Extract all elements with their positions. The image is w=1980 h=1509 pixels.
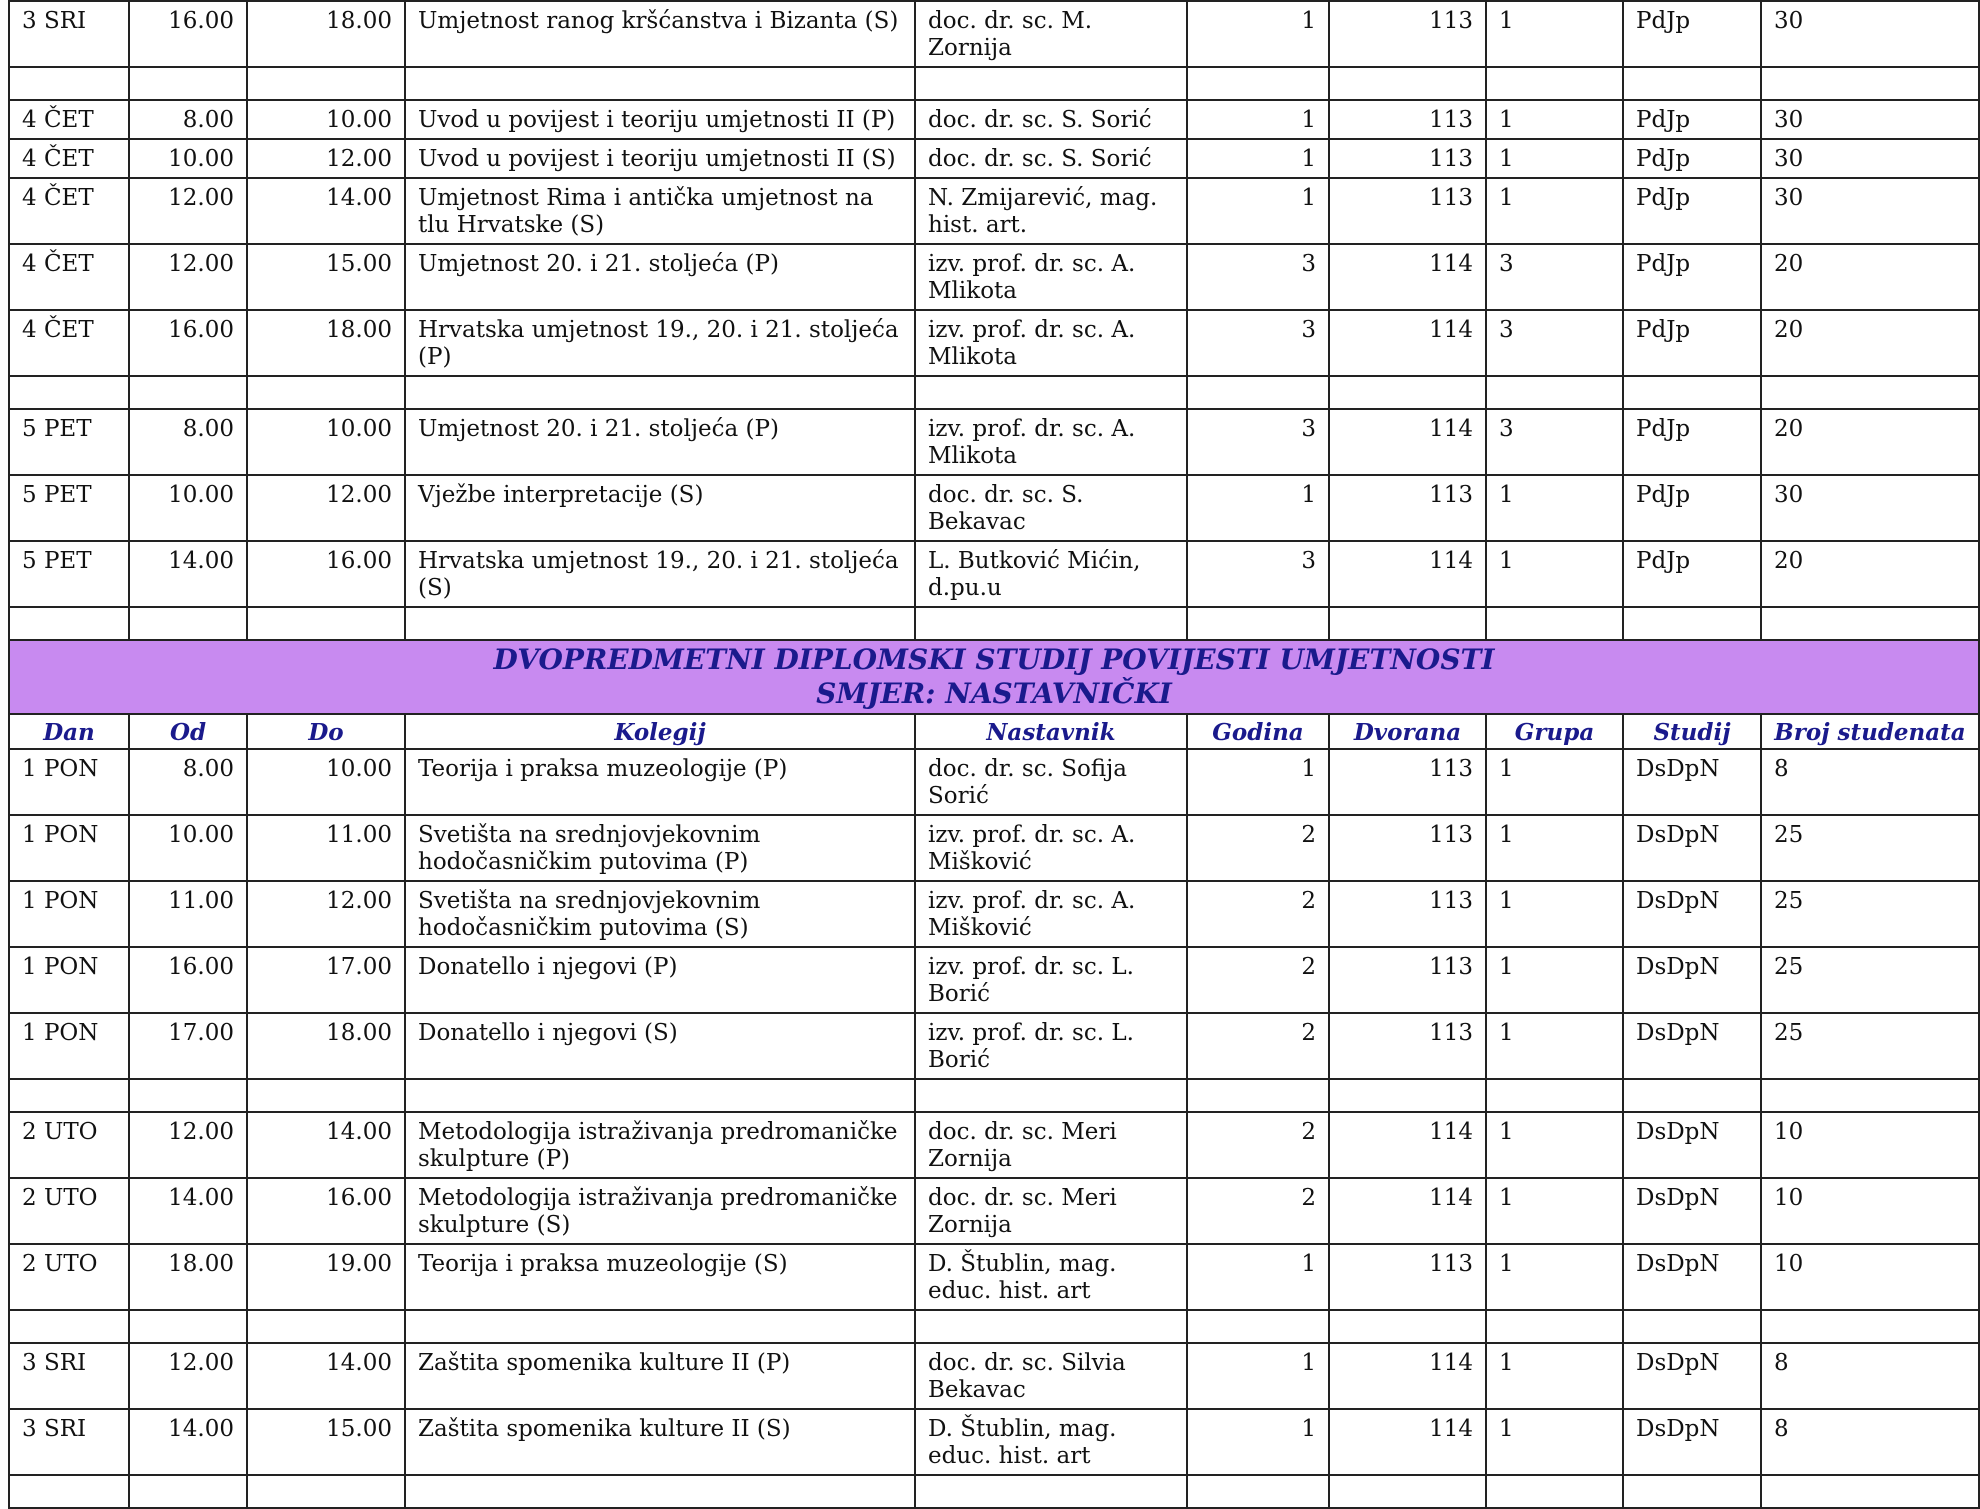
cell-kolegij: Teorija i praksa muzeologije (S) [405,1244,915,1310]
empty-cell [9,607,129,640]
empty-cell [1486,67,1623,100]
cell-dvorana: 114 [1329,244,1486,310]
cell-godina: 1 [1187,178,1329,244]
cell-nastavnik: doc. dr. sc. S. Sorić [915,139,1187,178]
cell-broj: 30 [1761,139,1979,178]
cell-nastavnik: doc. dr. sc. Meri Zornija [915,1178,1187,1244]
cell-dvorana: 113 [1329,947,1486,1013]
cell-broj: 25 [1761,815,1979,881]
cell-broj: 20 [1761,541,1979,607]
cell-do: 16.00 [247,1178,405,1244]
cell-studij: PdJp [1623,100,1761,139]
empty-cell [915,376,1187,409]
cell-dan: 2 UTO [9,1112,129,1178]
cell-nastavnik: izv. prof. dr. sc. A. Mišković [915,815,1187,881]
cell-do: 18.00 [247,1013,405,1079]
empty-cell [247,1310,405,1343]
empty-cell [1761,1079,1979,1112]
cell-do: 14.00 [247,1112,405,1178]
empty-cell [1329,376,1486,409]
empty-cell [1329,1310,1486,1343]
cell-grupa: 1 [1486,1409,1623,1475]
cell-broj: 10 [1761,1178,1979,1244]
empty-cell [129,1475,247,1508]
cell-dvorana: 113 [1329,139,1486,178]
cell-dvorana: 114 [1329,1178,1486,1244]
cell-dan: 3 SRI [9,1343,129,1409]
cell-studij: DsDpN [1623,1178,1761,1244]
empty-cell [1187,1475,1329,1508]
cell-studij: PdJp [1623,409,1761,475]
cell-godina: 1 [1187,1,1329,67]
cell-dan: 1 PON [9,1013,129,1079]
cell-grupa: 1 [1486,1343,1623,1409]
empty-cell [1329,607,1486,640]
cell-kolegij: Metodologija istraživanja predromaničke skulpture (S) [405,1178,915,1244]
cell-nastavnik: L. Butković Mićin, d.pu.u [915,541,1187,607]
cell-dan: 1 PON [9,815,129,881]
cell-godina: 2 [1187,1013,1329,1079]
empty-cell [129,376,247,409]
header-nastavnik: Nastavnik [915,714,1187,749]
cell-nastavnik: doc. dr. sc. M. Zornija [915,1,1187,67]
cell-dan: 1 PON [9,947,129,1013]
cell-nastavnik: izv. prof. dr. sc. A. Mlikota [915,244,1187,310]
cell-do: 15.00 [247,1409,405,1475]
cell-broj: 20 [1761,310,1979,376]
empty-cell [405,1079,915,1112]
cell-studij: PdJp [1623,178,1761,244]
cell-studij: PdJp [1623,541,1761,607]
spacer-row [9,1475,1979,1508]
cell-od: 14.00 [129,541,247,607]
cell-od: 16.00 [129,947,247,1013]
cell-godina: 2 [1187,881,1329,947]
cell-do: 10.00 [247,409,405,475]
cell-dan: 4 ČET [9,244,129,310]
cell-dan: 2 UTO [9,1244,129,1310]
cell-godina: 2 [1187,1178,1329,1244]
empty-cell [1187,67,1329,100]
table-row [9,541,1979,607]
cell-studij: PdJp [1623,244,1761,310]
cell-godina: 2 [1187,947,1329,1013]
table-row [9,100,1979,139]
cell-nastavnik: doc. dr. sc. S. Bekavac [915,475,1187,541]
table-row [9,1409,1979,1475]
cell-nastavnik: D. Štublin, mag. educ. hist. art [915,1244,1187,1310]
cell-do: 17.00 [247,947,405,1013]
spacer-row [9,607,1979,640]
spacer-row [9,67,1979,100]
header-dvorana: Dvorana [1329,714,1486,749]
cell-grupa: 1 [1486,100,1623,139]
cell-grupa: 1 [1486,947,1623,1013]
cell-od: 12.00 [129,178,247,244]
empty-cell [1187,1079,1329,1112]
empty-cell [1187,607,1329,640]
cell-studij: PdJp [1623,475,1761,541]
cell-dvorana: 113 [1329,1,1486,67]
cell-broj: 25 [1761,947,1979,1013]
cell-od: 17.00 [129,1013,247,1079]
cell-od: 16.00 [129,1,247,67]
schedule-document [8,0,1978,1509]
header-dan: Dan [9,714,129,749]
cell-kolegij: Vježbe interpretacije (S) [405,475,915,541]
cell-dan: 2 UTO [9,1178,129,1244]
cell-grupa: 1 [1486,815,1623,881]
cell-nastavnik: doc. dr. sc. Sofija Sorić [915,749,1187,815]
cell-od: 12.00 [129,1343,247,1409]
table-row [9,815,1979,881]
cell-godina: 2 [1187,815,1329,881]
cell-od: 14.00 [129,1409,247,1475]
header-broj-studenata: Broj studenata [1761,714,1979,749]
cell-do: 10.00 [247,749,405,815]
cell-nastavnik: doc. dr. sc. Meri Zornija [915,1112,1187,1178]
cell-kolegij: Umjetnost Rima i antička umjetnost na tlu Hrvatske (S) [405,178,915,244]
empty-cell [405,607,915,640]
empty-cell [9,1475,129,1508]
cell-dvorana: 114 [1329,310,1486,376]
table-row [9,1,1979,67]
header-kolegij: Kolegij [405,714,915,749]
cell-dvorana: 113 [1329,815,1486,881]
empty-cell [1486,607,1623,640]
cell-dan: 5 PET [9,409,129,475]
cell-kolegij: Zaštita spomenika kulture II (S) [405,1409,915,1475]
cell-nastavnik: izv. prof. dr. sc. A. Mlikota [915,310,1187,376]
cell-dan: 4 ČET [9,310,129,376]
header-od: Od [129,714,247,749]
cell-broj: 10 [1761,1244,1979,1310]
empty-cell [1761,1310,1979,1343]
cell-godina: 1 [1187,475,1329,541]
cell-godina: 1 [1187,749,1329,815]
cell-godina: 3 [1187,409,1329,475]
section-banner [9,640,1979,749]
empty-cell [1486,1310,1623,1343]
cell-od: 10.00 [129,475,247,541]
empty-cell [1623,1475,1761,1508]
table-row [9,475,1979,541]
cell-dan: 5 PET [9,475,129,541]
empty-cell [129,1310,247,1343]
cell-do: 11.00 [247,815,405,881]
section-title-line1: DVOPREDMETNI DIPLOMSKI STUDIJ POVIJESTI UMJETNOSTI [493,643,1495,676]
cell-grupa: 1 [1486,1112,1623,1178]
cell-broj: 25 [1761,1013,1979,1079]
cell-studij: PdJp [1623,310,1761,376]
cell-dan: 1 PON [9,749,129,815]
empty-cell [1761,607,1979,640]
empty-cell [1329,1079,1486,1112]
cell-nastavnik: D. Štublin, mag. educ. hist. art [915,1409,1187,1475]
table-row [9,1343,1979,1409]
cell-od: 8.00 [129,749,247,815]
cell-dan: 3 SRI [9,1409,129,1475]
cell-kolegij: Svetišta na srednjovjekovnim hodočasničkim putovima (P) [405,815,915,881]
schedule-table [8,0,1980,1509]
cell-dvorana: 113 [1329,749,1486,815]
cell-nastavnik: izv. prof. dr. sc. L. Borić [915,1013,1187,1079]
cell-dan: 5 PET [9,541,129,607]
header-grupa: Grupa [1486,714,1623,749]
cell-kolegij: Hrvatska umjetnost 19., 20. i 21. stoljeća (S) [405,541,915,607]
empty-cell [1623,607,1761,640]
empty-cell [9,1079,129,1112]
cell-grupa: 3 [1486,409,1623,475]
table-row [9,1013,1979,1079]
cell-godina: 3 [1187,541,1329,607]
cell-od: 14.00 [129,1178,247,1244]
empty-cell [247,607,405,640]
empty-cell [915,607,1187,640]
empty-cell [1486,1475,1623,1508]
empty-cell [1761,1475,1979,1508]
cell-studij: DsDpN [1623,749,1761,815]
cell-studij: DsDpN [1623,1409,1761,1475]
cell-studij: DsDpN [1623,1112,1761,1178]
cell-broj: 20 [1761,409,1979,475]
cell-kolegij: Uvod u povijest i teoriju umjetnosti II (S) [405,139,915,178]
cell-dan: 4 ČET [9,139,129,178]
empty-cell [915,1079,1187,1112]
empty-cell [915,67,1187,100]
cell-studij: DsDpN [1623,1244,1761,1310]
cell-grupa: 1 [1486,1178,1623,1244]
empty-cell [1486,376,1623,409]
empty-cell [9,376,129,409]
cell-nastavnik: N. Zmijarević, mag. hist. art. [915,178,1187,244]
cell-broj: 30 [1761,475,1979,541]
cell-grupa: 1 [1486,178,1623,244]
empty-cell [405,376,915,409]
empty-cell [129,67,247,100]
cell-dan: 4 ČET [9,178,129,244]
cell-studij: DsDpN [1623,1013,1761,1079]
cell-kolegij: Metodologija istraživanja predromaničke skulpture (P) [405,1112,915,1178]
table-row [9,1178,1979,1244]
section-title [9,640,1979,714]
cell-od: 10.00 [129,815,247,881]
cell-studij: DsDpN [1623,1343,1761,1409]
table-row [9,409,1979,475]
table-row [9,310,1979,376]
cell-dvorana: 113 [1329,100,1486,139]
cell-nastavnik: izv. prof. dr. sc. A. Mlikota [915,409,1187,475]
empty-cell [1623,1310,1761,1343]
cell-dvorana: 114 [1329,1409,1486,1475]
cell-do: 12.00 [247,881,405,947]
cell-dan: 1 PON [9,881,129,947]
empty-cell [247,1079,405,1112]
cell-godina: 1 [1187,100,1329,139]
cell-kolegij: Umjetnost 20. i 21. stoljeća (P) [405,244,915,310]
empty-cell [405,67,915,100]
cell-do: 16.00 [247,541,405,607]
cell-dvorana: 114 [1329,1112,1486,1178]
empty-cell [1187,376,1329,409]
bottom-section-body [9,749,1979,1508]
section-title-line2: SMJER: NASTAVNIČKI [816,677,1172,710]
cell-dan: 3 SRI [9,1,129,67]
cell-dvorana: 113 [1329,1013,1486,1079]
empty-cell [1623,1079,1761,1112]
empty-cell [9,67,129,100]
cell-godina: 3 [1187,310,1329,376]
cell-do: 12.00 [247,139,405,178]
cell-nastavnik: izv. prof. dr. sc. A. Mišković [915,881,1187,947]
table-row [9,881,1979,947]
empty-cell [1329,67,1486,100]
header-godina: Godina [1187,714,1329,749]
empty-cell [1187,1310,1329,1343]
cell-od: 16.00 [129,310,247,376]
cell-godina: 1 [1187,1343,1329,1409]
empty-cell [129,607,247,640]
cell-kolegij: Zaštita spomenika kulture II (P) [405,1343,915,1409]
empty-cell [247,376,405,409]
cell-grupa: 1 [1486,749,1623,815]
spacer-row [9,1310,1979,1343]
cell-dvorana: 113 [1329,1244,1486,1310]
cell-godina: 3 [1187,244,1329,310]
cell-kolegij: Svetišta na srednjovjekovnim hodočasničkim putovima (S) [405,881,915,947]
table-row [9,1244,1979,1310]
cell-dvorana: 114 [1329,541,1486,607]
cell-kolegij: Teorija i praksa muzeologije (P) [405,749,915,815]
cell-kolegij: Umjetnost 20. i 21. stoljeća (P) [405,409,915,475]
header-do: Do [247,714,405,749]
cell-nastavnik: doc. dr. sc. S. Sorić [915,100,1187,139]
cell-broj: 30 [1761,100,1979,139]
cell-grupa: 3 [1486,310,1623,376]
cell-do: 18.00 [247,1,405,67]
cell-studij: DsDpN [1623,815,1761,881]
cell-grupa: 1 [1486,541,1623,607]
empty-cell [915,1475,1187,1508]
cell-grupa: 1 [1486,139,1623,178]
cell-kolegij: Donatello i njegovi (S) [405,1013,915,1079]
empty-cell [129,1079,247,1112]
cell-od: 10.00 [129,139,247,178]
cell-grupa: 1 [1486,1013,1623,1079]
empty-cell [1761,376,1979,409]
spacer-row [9,376,1979,409]
cell-od: 11.00 [129,881,247,947]
cell-do: 14.00 [247,178,405,244]
cell-do: 18.00 [247,310,405,376]
column-header-row [9,714,1979,749]
empty-cell [405,1475,915,1508]
cell-godina: 1 [1187,1409,1329,1475]
cell-dvorana: 114 [1329,409,1486,475]
cell-grupa: 1 [1486,1,1623,67]
cell-broj: 25 [1761,881,1979,947]
cell-od: 8.00 [129,409,247,475]
cell-studij: DsDpN [1623,947,1761,1013]
empty-cell [9,1310,129,1343]
cell-broj: 8 [1761,749,1979,815]
cell-do: 14.00 [247,1343,405,1409]
cell-do: 19.00 [247,1244,405,1310]
cell-godina: 2 [1187,1112,1329,1178]
table-row [9,139,1979,178]
table-row [9,749,1979,815]
table-row [9,178,1979,244]
header-studij: Studij [1623,714,1761,749]
cell-nastavnik: izv. prof. dr. sc. L. Borić [915,947,1187,1013]
cell-kolegij: Umjetnost ranog kršćanstva i Bizanta (S) [405,1,915,67]
empty-cell [915,1310,1187,1343]
cell-do: 10.00 [247,100,405,139]
empty-cell [1623,67,1761,100]
table-row [9,244,1979,310]
cell-godina: 1 [1187,1244,1329,1310]
cell-od: 12.00 [129,1112,247,1178]
empty-cell [247,1475,405,1508]
cell-kolegij: Uvod u povijest i teoriju umjetnosti II (P) [405,100,915,139]
top-section-body [9,1,1979,640]
cell-godina: 1 [1187,139,1329,178]
cell-od: 18.00 [129,1244,247,1310]
cell-studij: DsDpN [1623,881,1761,947]
cell-od: 8.00 [129,100,247,139]
empty-cell [405,1310,915,1343]
cell-grupa: 1 [1486,475,1623,541]
cell-grupa: 3 [1486,244,1623,310]
cell-broj: 20 [1761,244,1979,310]
cell-dvorana: 114 [1329,1343,1486,1409]
cell-nastavnik: doc. dr. sc. Silvia Bekavac [915,1343,1187,1409]
cell-kolegij: Donatello i njegovi (P) [405,947,915,1013]
cell-broj: 8 [1761,1409,1979,1475]
cell-dan: 4 ČET [9,100,129,139]
cell-broj: 8 [1761,1343,1979,1409]
cell-do: 15.00 [247,244,405,310]
cell-od: 12.00 [129,244,247,310]
cell-broj: 10 [1761,1112,1979,1178]
cell-studij: PdJp [1623,1,1761,67]
cell-dvorana: 113 [1329,178,1486,244]
table-row [9,1112,1979,1178]
cell-kolegij: Hrvatska umjetnost 19., 20. i 21. stoljeća (P) [405,310,915,376]
cell-do: 12.00 [247,475,405,541]
cell-dvorana: 113 [1329,475,1486,541]
empty-cell [1486,1079,1623,1112]
cell-dvorana: 113 [1329,881,1486,947]
empty-cell [247,67,405,100]
cell-broj: 30 [1761,1,1979,67]
empty-cell [1329,1475,1486,1508]
spacer-row [9,1079,1979,1112]
cell-grupa: 1 [1486,881,1623,947]
cell-studij: PdJp [1623,139,1761,178]
cell-grupa: 1 [1486,1244,1623,1310]
empty-cell [1623,376,1761,409]
empty-cell [1761,67,1979,100]
cell-broj: 30 [1761,178,1979,244]
table-row [9,947,1979,1013]
